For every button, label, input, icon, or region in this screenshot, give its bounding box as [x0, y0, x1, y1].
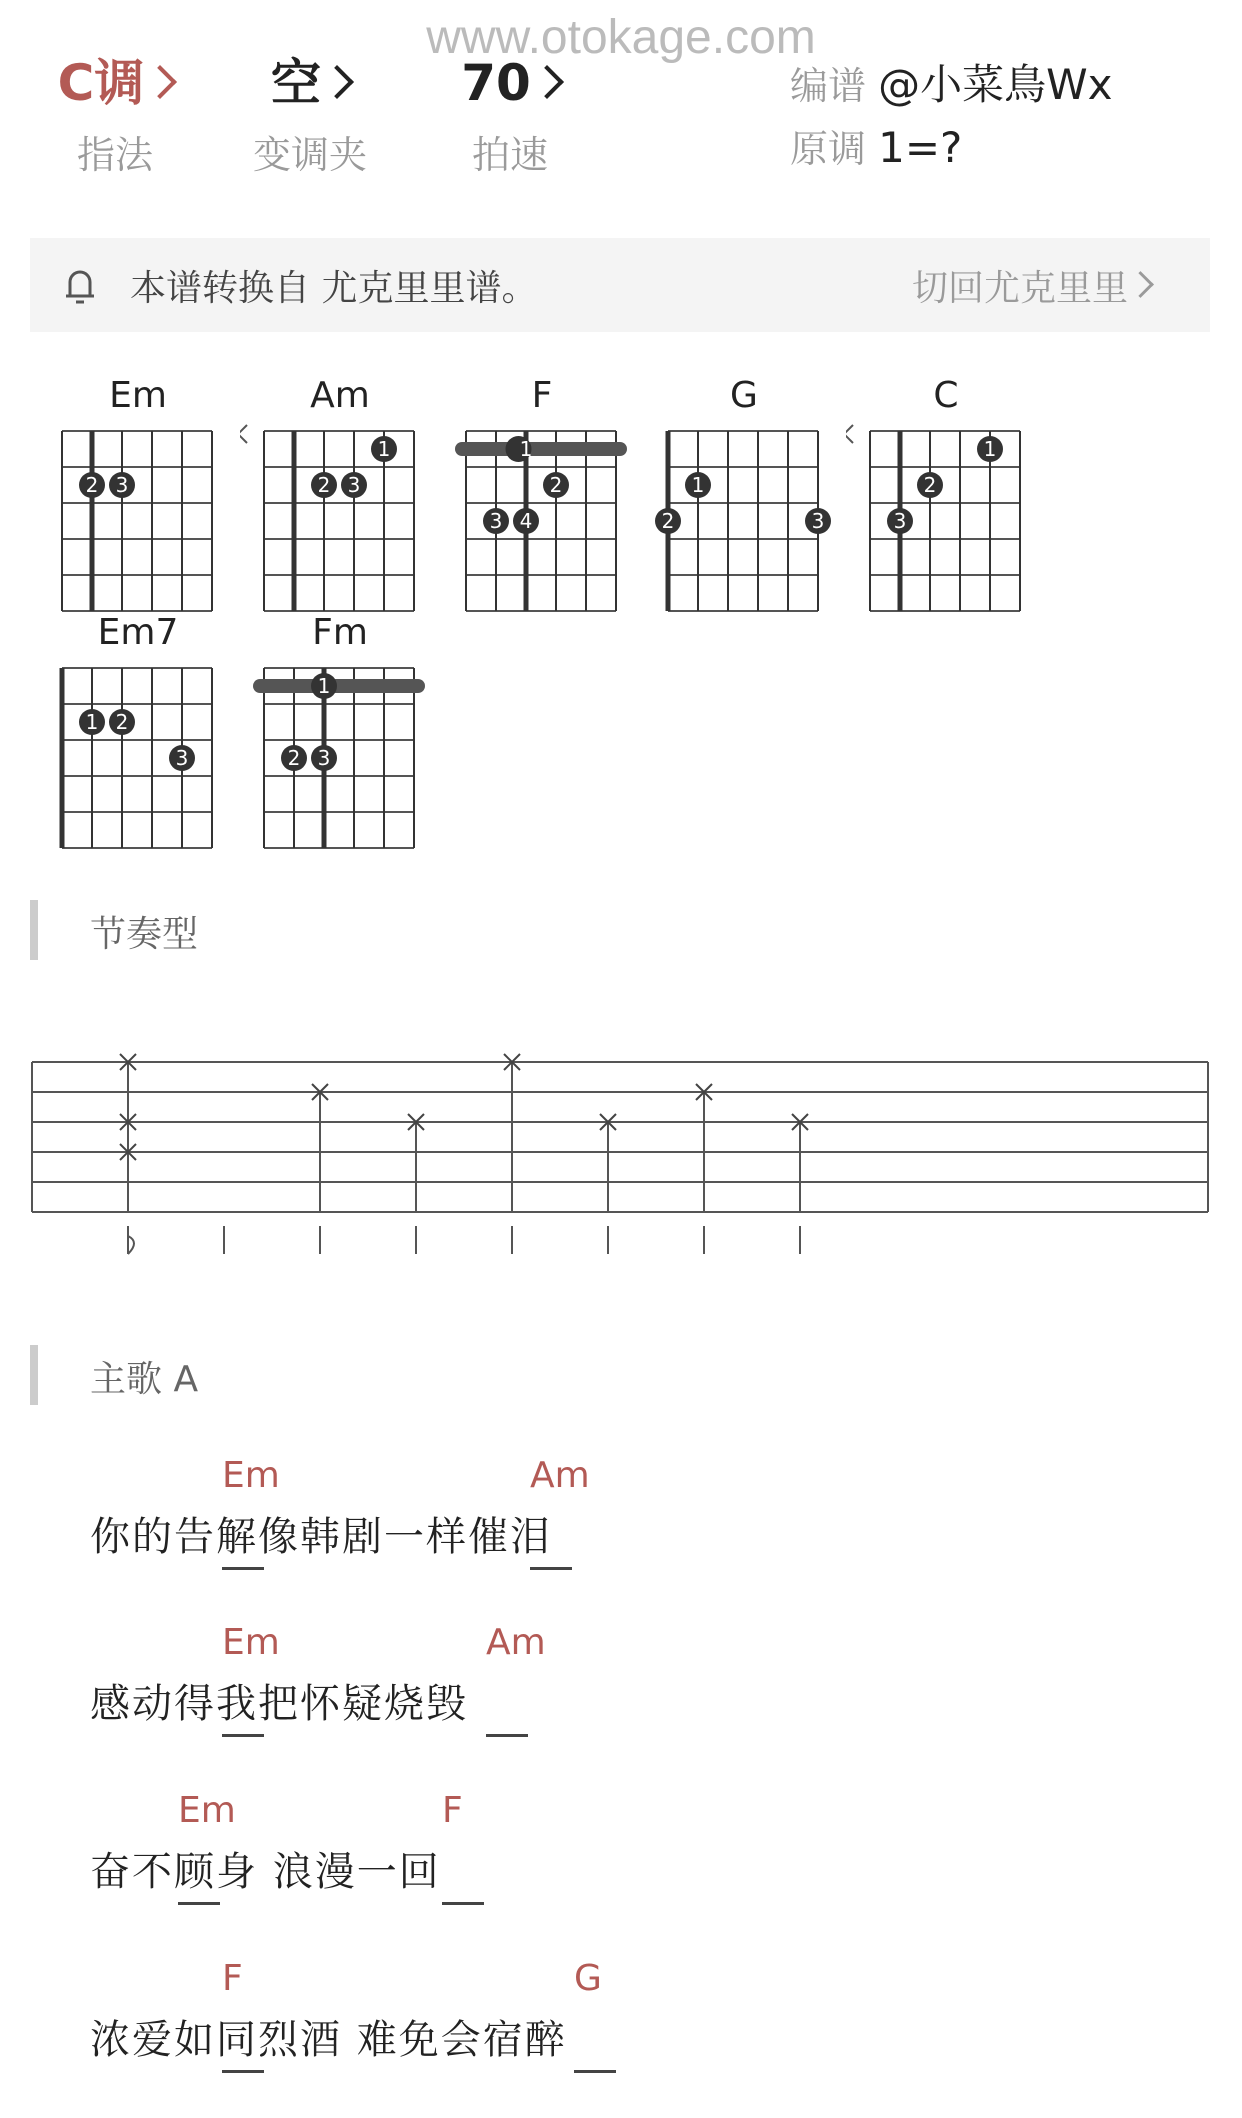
switch-back-link[interactable]: 切回尤克里里 — [911, 268, 1128, 309]
finger-number: 1 — [691, 473, 705, 497]
section-title: 节奏型 — [90, 914, 199, 955]
finger-number: 3 — [347, 473, 361, 497]
finger-number: 2 — [549, 473, 563, 497]
chevron-right-icon — [1127, 271, 1154, 298]
chord-name: G — [730, 375, 758, 416]
chord-tag[interactable]: F — [442, 1790, 463, 1831]
section-bar — [30, 900, 38, 960]
chord-tag[interactable]: F — [222, 1958, 243, 1999]
chord-name: Em7 — [97, 612, 179, 653]
finger-number: 3 — [175, 746, 189, 770]
chord-name: Am — [310, 375, 370, 416]
bell-icon — [62, 266, 98, 306]
chord-underline — [178, 1902, 220, 1905]
lyric-text: 浓爱如同烈酒 难免会宿醉 — [90, 2017, 567, 2063]
conversion-notice — [30, 238, 1210, 332]
finger-number: 1 — [317, 674, 331, 698]
capo-value: 空 — [235, 52, 385, 114]
chord-fretboard — [38, 658, 248, 858]
rhythm-pattern-staff — [0, 1040, 1242, 1260]
lyric-line — [90, 1958, 1190, 2078]
chord-underline — [222, 1567, 264, 1570]
chevron-right-icon — [530, 65, 564, 99]
chevron-right-icon — [143, 65, 177, 99]
lyric-text: 奋不顾身 浪漫一回 — [90, 1849, 441, 1895]
section-title: 主歌 A — [90, 1359, 199, 1400]
chord-fretboard — [38, 421, 248, 621]
capo-label: 变调夹 — [252, 133, 367, 177]
tempo-selector[interactable] — [440, 52, 580, 179]
chord-name: F — [531, 375, 553, 416]
chord-underline — [574, 2070, 616, 2073]
chord-tag[interactable]: Am — [486, 1622, 546, 1663]
finger-number: 3 — [893, 509, 907, 533]
chord-tag[interactable]: G — [574, 1958, 602, 1999]
finger-number: 2 — [661, 509, 675, 533]
finger-number: 2 — [115, 710, 129, 734]
section-bar — [30, 1345, 38, 1405]
finger-number: 1 — [519, 437, 533, 461]
chord-fretboard — [240, 421, 450, 621]
finger-number: 1 — [377, 437, 391, 461]
capo-selector[interactable] — [235, 52, 385, 179]
chord-underline — [442, 1902, 484, 1905]
chord-name: Em — [109, 375, 167, 416]
finger-number: 2 — [923, 473, 937, 497]
chord-name: C — [933, 375, 959, 416]
muted-string-icon — [240, 425, 247, 443]
fingering-value: C调 — [40, 52, 190, 114]
chord-fretboard — [846, 421, 1056, 621]
finger-number: 2 — [85, 473, 99, 497]
tempo-value: 70 — [440, 52, 580, 114]
finger-number: 3 — [115, 473, 129, 497]
lyric-line — [90, 1790, 1190, 1910]
chevron-right-icon — [320, 65, 354, 99]
chord-tag[interactable]: Am — [530, 1455, 590, 1496]
chord-fretboard — [442, 421, 652, 621]
chord-tag[interactable]: Em — [222, 1455, 280, 1496]
muted-string-icon — [846, 425, 853, 443]
finger-number: 4 — [519, 509, 533, 533]
chord-name: Fm — [312, 612, 368, 653]
finger-number: 1 — [85, 710, 99, 734]
chord-fretboard — [240, 658, 450, 858]
finger-number: 3 — [811, 509, 825, 533]
fingering-selector[interactable] — [40, 52, 190, 179]
original-key-value: 1=? — [878, 123, 963, 172]
finger-number: 3 — [489, 509, 503, 533]
arranger-key: 编谱 — [790, 64, 867, 108]
finger-number: 1 — [983, 437, 997, 461]
notice-text: 本谱转换自 尤克里里谱。 — [130, 268, 538, 309]
finger-number: 2 — [287, 746, 301, 770]
original-key-key: 原调 — [790, 127, 867, 171]
lyric-text: 感动得我把怀疑烧毁 — [90, 1681, 468, 1727]
tempo-label: 拍速 — [471, 133, 548, 177]
chord-tag[interactable]: Em — [222, 1622, 280, 1663]
chord-underline — [486, 1734, 528, 1737]
chord-tag[interactable]: Em — [178, 1790, 236, 1831]
lyric-line — [90, 1622, 1190, 1742]
finger-number: 3 — [317, 746, 331, 770]
arranger-info — [790, 52, 1113, 112]
arranger-name[interactable]: @小菜鳥Wx — [878, 60, 1113, 109]
chord-underline — [530, 1567, 572, 1570]
lyric-line — [90, 1455, 1190, 1575]
finger-number: 2 — [317, 473, 331, 497]
chord-fretboard — [644, 421, 854, 621]
chord-underline — [222, 1734, 264, 1737]
lyric-text: 你的告解像韩剧一样催泪 — [90, 1514, 552, 1560]
fingering-label: 指法 — [76, 133, 153, 177]
watermark: www.otokage.com — [426, 11, 816, 64]
original-key-info — [790, 118, 962, 173]
chord-underline — [222, 2070, 264, 2073]
